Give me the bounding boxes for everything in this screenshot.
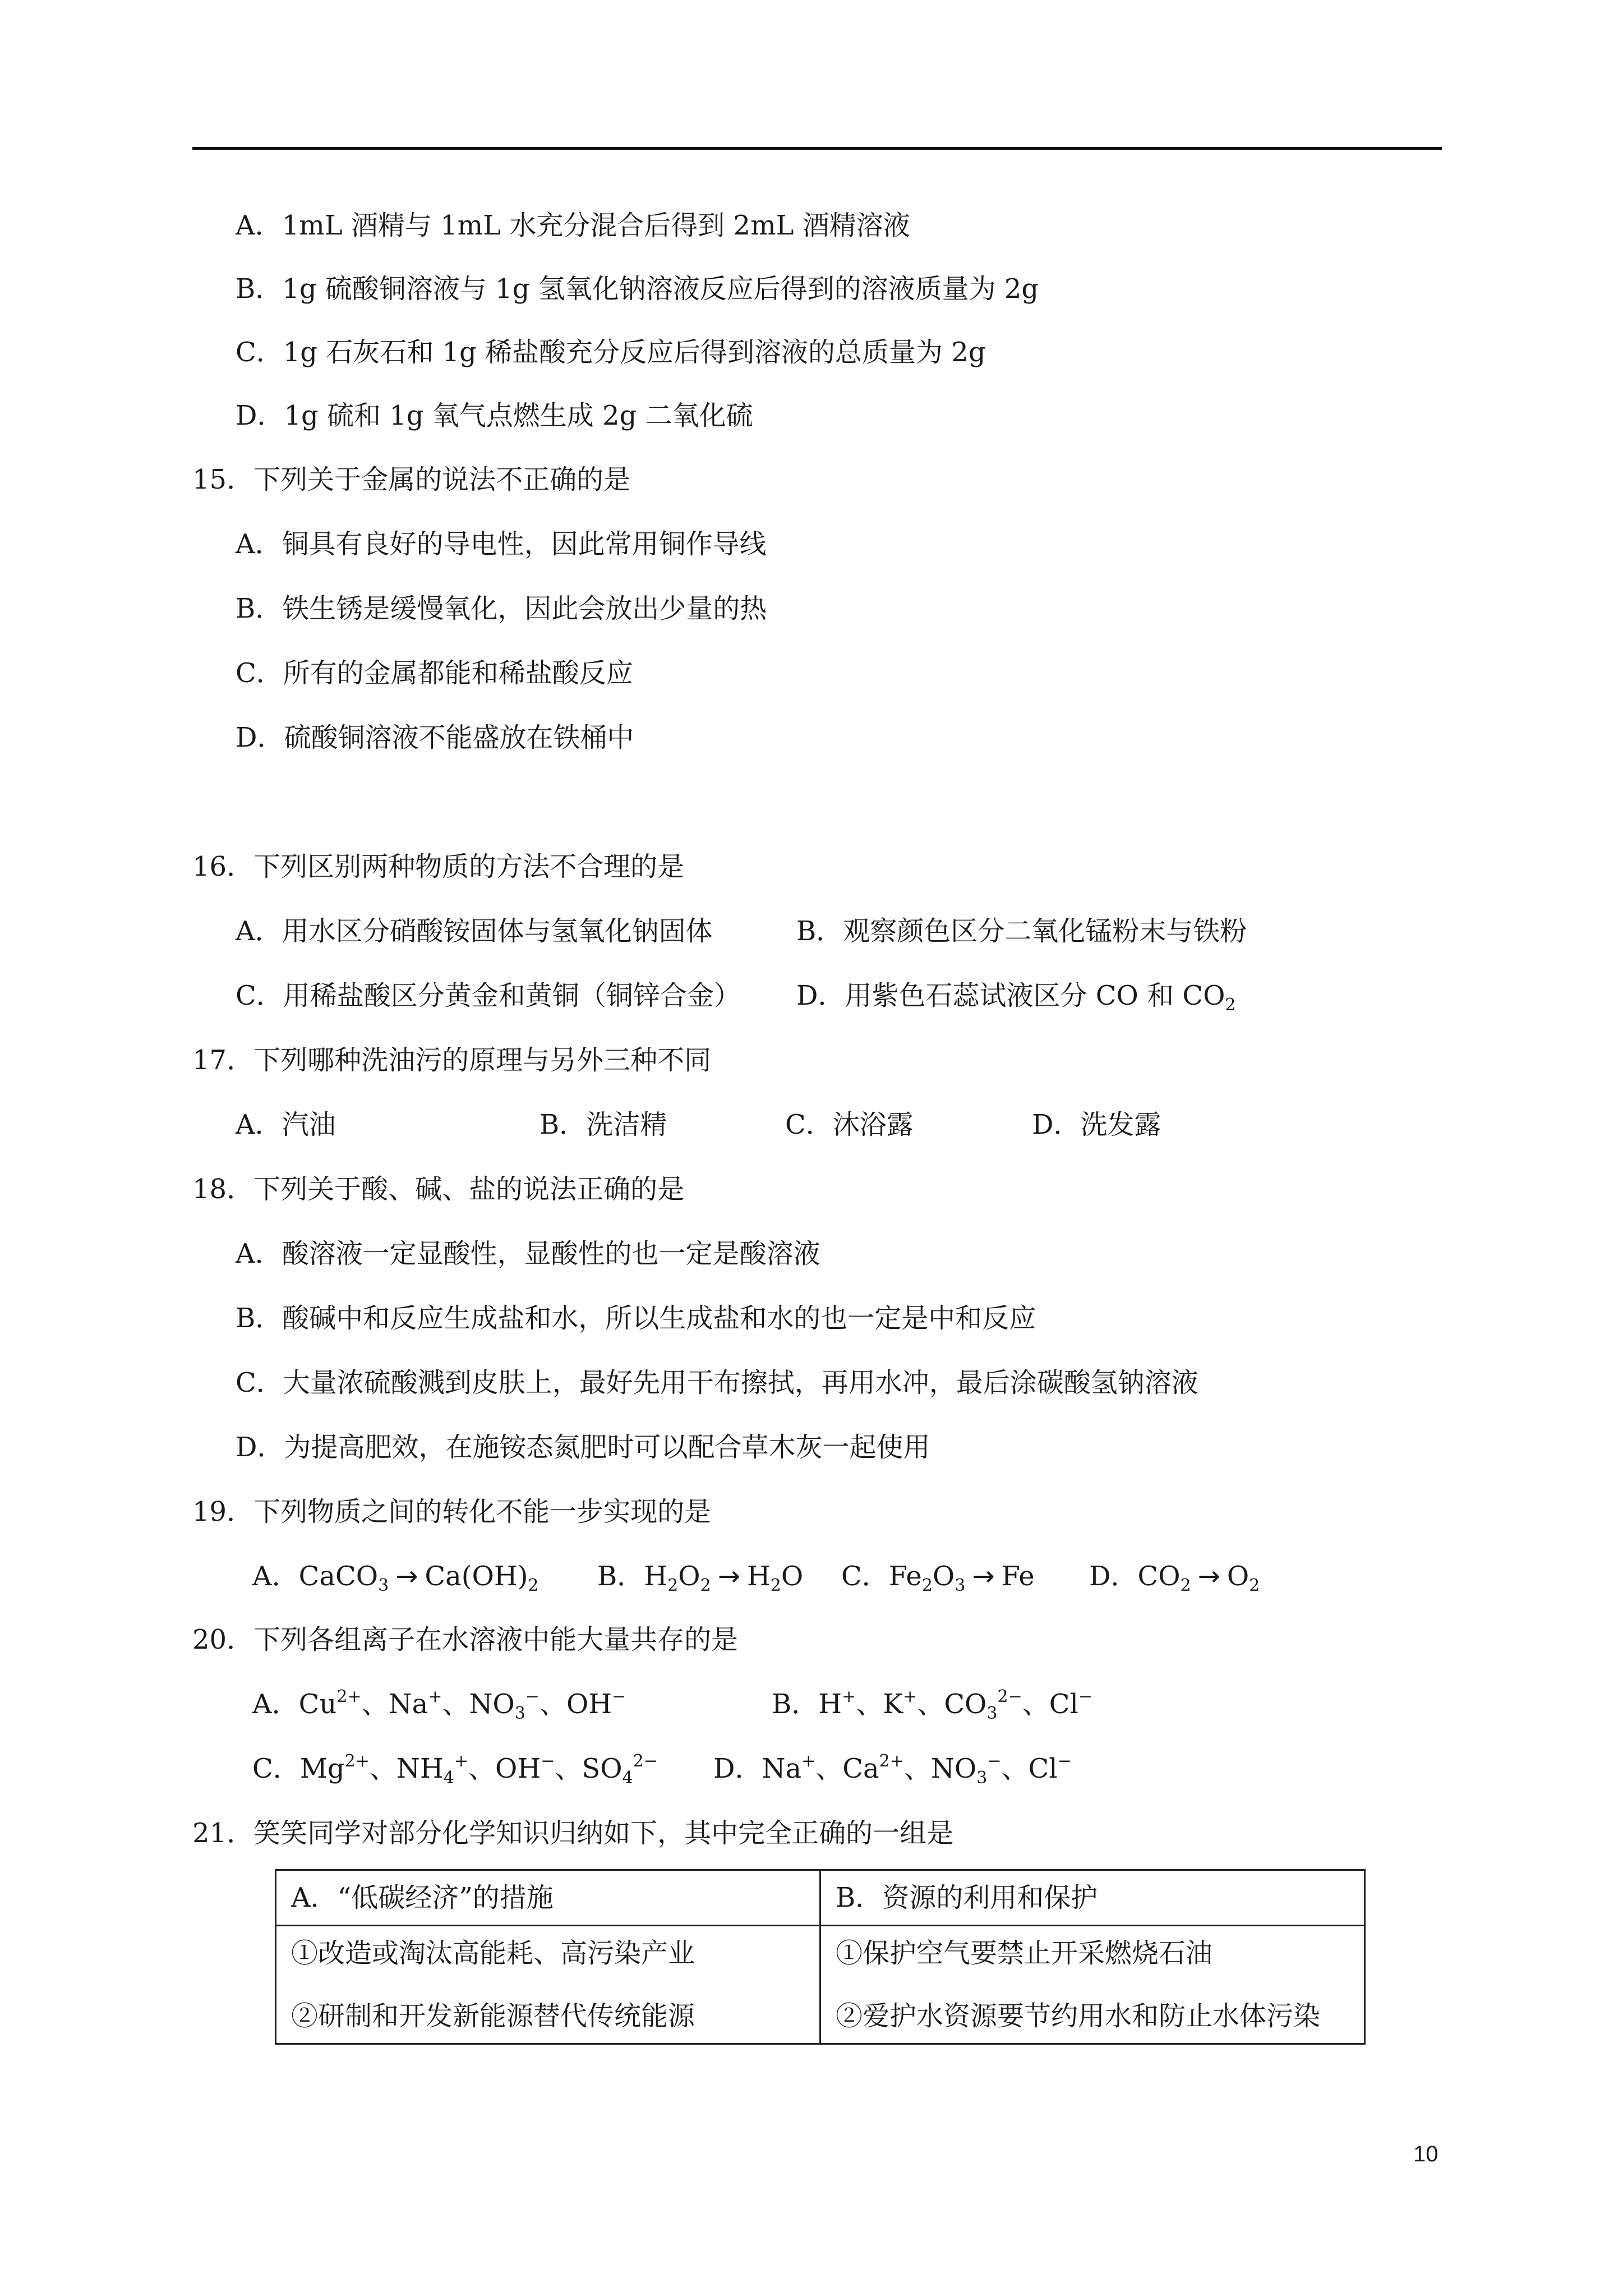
- ion-symbol: CO: [944, 1688, 987, 1720]
- ion-separator: 、: [361, 1688, 389, 1720]
- ion-subscript: 4: [622, 1768, 633, 1788]
- q15-option-b: B．铁生锈是缓慢氧化，因此会放出少量的热: [236, 593, 767, 624]
- q19-b-from-sub2: 2: [700, 1576, 711, 1595]
- ion: [300, 1753, 370, 1784]
- ion-subscript: 3: [986, 1704, 998, 1723]
- q21-table-cell-b: [820, 1926, 1365, 2044]
- q19-d-label: D．: [1089, 1561, 1138, 1592]
- q19-c-from-o: O: [932, 1561, 955, 1592]
- q21-b-header-text: B．资源的利用和保护: [836, 1882, 1098, 1913]
- q19-b-from: H: [644, 1561, 668, 1592]
- q19-c-label: C．: [841, 1561, 889, 1592]
- q21-b-item-1: ①保护空气要禁止开采燃烧石油: [836, 1938, 1213, 1969]
- q19-d-to-sub: 2: [1249, 1576, 1260, 1595]
- arrow-icon: →: [717, 1561, 740, 1592]
- q19-b-from-o: O: [678, 1561, 700, 1592]
- q19-c-from: Fe: [888, 1561, 922, 1592]
- ion-charge: +: [842, 1687, 856, 1706]
- arrow-icon: →: [1197, 1561, 1220, 1592]
- ion: [299, 1688, 362, 1720]
- q20-a-ions: [298, 1687, 626, 1723]
- ion-separator: 、: [856, 1688, 883, 1720]
- ion-symbol: Cl: [1049, 1688, 1078, 1720]
- ion-charge: 2+: [344, 1751, 370, 1771]
- q19-a-from-sub: 3: [378, 1576, 389, 1595]
- q19-option-a: [252, 1559, 539, 1593]
- header-rule: [192, 147, 1442, 150]
- q15-option-a: A．铜具有良好的导电性，因此常用铜作导线: [236, 528, 767, 560]
- ion-separator: 、: [815, 1753, 843, 1784]
- q16-option-d: [796, 979, 1236, 1013]
- q19-c-from-sub2: 3: [955, 1576, 966, 1595]
- q20-d-ions: [762, 1751, 1072, 1788]
- ion: [582, 1751, 658, 1788]
- q20-option-d: [713, 1752, 1072, 1786]
- ion: [944, 1687, 1022, 1723]
- ion-separator: 、: [442, 1688, 469, 1720]
- q17-stem: 17．下列哪种洗油污的原理与另外三种不同: [192, 1045, 712, 1076]
- arrow-icon: →: [395, 1561, 418, 1592]
- q21-table: [275, 1869, 1366, 2045]
- ion-symbol: OH: [566, 1688, 612, 1720]
- q20-option-a: [252, 1687, 626, 1721]
- ion-symbol: NH: [396, 1753, 444, 1784]
- q19-d-from: CO: [1137, 1561, 1181, 1592]
- q16-option-b: B．观察颜色区分二氧化锰粉末与铁粉: [796, 915, 1247, 947]
- q21-table-cell-a: [276, 1926, 820, 2044]
- ion: [389, 1688, 442, 1720]
- q20-a-label: A．: [252, 1688, 299, 1720]
- q19-b-from-sub1: 2: [667, 1576, 679, 1595]
- ion: [396, 1751, 468, 1788]
- ion: [1049, 1688, 1092, 1720]
- table-row: [276, 1926, 1365, 2044]
- q16-option-c: C．用稀盐酸区分黄金和黄铜（铜锌合金）: [236, 980, 741, 1011]
- ion-charge: −: [987, 1751, 1002, 1771]
- q21-table-header-b: [820, 1870, 1365, 1926]
- q16-d-text: D．用紫色石蕊试液区分 CO 和 CO: [796, 980, 1225, 1011]
- ion-subscript: 4: [443, 1768, 454, 1788]
- q20-d-label: D．: [713, 1753, 762, 1784]
- q14-option-d: D．1g 硫和 1g 氧气点燃生成 2g 二氧化硫: [236, 400, 753, 431]
- ion-charge: −: [1078, 1687, 1092, 1706]
- q14-option-b: B．1g 硫酸铜溶液与 1g 氢氧化钠溶液反应后得到的溶液质量为 2g: [236, 273, 1039, 305]
- ion-charge: +: [454, 1751, 468, 1771]
- ion: [883, 1688, 917, 1720]
- ion-charge: 2−: [997, 1687, 1022, 1706]
- ion: [1028, 1753, 1071, 1784]
- q14-option-c: C．1g 石灰石和 1g 稀盐酸充分反应后得到溶液的总质量为 2g: [236, 337, 986, 368]
- q14-option-a: A．1mL 酒精与 1mL 水充分混合后得到 2mL 酒精溶液: [236, 210, 910, 241]
- page-number: 10: [1413, 2142, 1438, 2166]
- q19-d-to: O: [1227, 1561, 1249, 1592]
- ion-separator: 、: [369, 1753, 396, 1784]
- ion-symbol: Ca: [842, 1753, 879, 1784]
- q19-a-to-sub: 2: [528, 1576, 539, 1595]
- q20-option-b: [772, 1687, 1092, 1721]
- q21-a-item-2: ②研制和开发新能源替代传统能源: [291, 2000, 695, 2032]
- q15-stem: 15．下列关于金属的说法不正确的是: [192, 464, 631, 495]
- ion-charge: 2+: [879, 1751, 904, 1771]
- ion-charge: 2+: [336, 1687, 362, 1706]
- ion-symbol: SO: [582, 1753, 623, 1784]
- ion-separator: 、: [917, 1688, 944, 1720]
- ion-subscript: 3: [976, 1768, 988, 1788]
- ion-symbol: Cu: [298, 1688, 337, 1720]
- q19-b-label: B．: [597, 1561, 644, 1592]
- q19-b-to: H: [746, 1561, 771, 1592]
- ion-charge: 2−: [633, 1751, 658, 1771]
- q19-a-from: CaCO: [298, 1561, 379, 1592]
- q15-option-c: C．所有的金属都能和稀盐酸反应: [236, 657, 633, 689]
- ion-symbol: K: [883, 1688, 903, 1720]
- q15-option-d: D．硫酸铜溶液不能盛放在铁桶中: [236, 722, 634, 753]
- ion-symbol: NO: [469, 1688, 515, 1720]
- table-row: [276, 1870, 1365, 1926]
- q19-d-from-sub: 2: [1180, 1576, 1191, 1595]
- ion: [469, 1687, 540, 1723]
- ion: [762, 1753, 816, 1784]
- ion-charge: −: [1057, 1751, 1072, 1771]
- q19-b-to-o: O: [781, 1561, 804, 1592]
- q19-stem: 19．下列物质之间的转化不能一步实现的是: [192, 1496, 712, 1527]
- q17-option-d: D．洗发露: [1032, 1109, 1161, 1140]
- ion-charge: −: [541, 1751, 555, 1771]
- ion: [566, 1688, 626, 1720]
- q19-a-label: A．: [252, 1561, 299, 1592]
- ion-separator: 、: [539, 1688, 566, 1720]
- q17-option-a: A．汽油: [236, 1109, 336, 1140]
- q18-option-a: A．酸溶液一定显酸性，显酸性的也一定是酸溶液: [236, 1238, 820, 1269]
- q20-stem: 20．下列各组离子在水溶液中能大量共存的是: [192, 1624, 739, 1655]
- q20-b-label: B．: [772, 1688, 819, 1720]
- ion-symbol: Mg: [299, 1753, 345, 1784]
- q18-stem: 18．下列关于酸、碱、盐的说法正确的是: [192, 1174, 685, 1205]
- ion-symbol: OH: [495, 1753, 541, 1784]
- q18-option-c: C．大量浓硫酸溅到皮肤上，最好先用干布擦拭，再用水冲，最后涂碳酸氢钠溶液: [236, 1367, 1198, 1398]
- ion-separator: 、: [1001, 1753, 1029, 1784]
- q17-option-c: C．沐浴露: [785, 1109, 914, 1140]
- q19-c-from-sub1: 2: [921, 1576, 933, 1595]
- ion-separator: 、: [903, 1753, 931, 1784]
- arrow-icon: →: [972, 1561, 995, 1592]
- ion-symbol: H: [818, 1688, 842, 1720]
- q19-option-c: [841, 1559, 1035, 1593]
- ion-charge: +: [801, 1751, 816, 1771]
- q19-option-b: [597, 1559, 803, 1593]
- q21-stem: 21．笑笑同学对部分化学知识归纳如下，其中完全正确的一组是: [192, 1818, 954, 1849]
- ion-charge: +: [903, 1687, 917, 1706]
- ion-symbol: Cl: [1028, 1753, 1058, 1784]
- q18-option-b: B．酸碱中和反应生成盐和水，所以生成盐和水的也一定是中和反应: [236, 1303, 1036, 1334]
- ion-separator: 、: [468, 1753, 495, 1784]
- ion-subscript: 3: [514, 1704, 525, 1723]
- q19-option-d: [1089, 1559, 1260, 1593]
- q21-b-item-2: ②爱护水资源要节约用水和防止水体污染: [836, 2000, 1321, 2032]
- q21-a-header-text: A．“低碳经济”的措施: [291, 1882, 554, 1913]
- q21-a-item-1: ①改造或淘汰高能耗、高污染产业: [291, 1938, 695, 1969]
- q20-c-ions: [299, 1751, 658, 1788]
- ion-charge: −: [525, 1687, 540, 1706]
- ion: [842, 1753, 904, 1784]
- q16-stem: 16．下列区别两种物质的方法不合理的是: [192, 851, 685, 882]
- ion-symbol: NO: [930, 1753, 977, 1784]
- ion-separator: 、: [1022, 1688, 1049, 1720]
- ion-symbol: Na: [388, 1688, 428, 1720]
- q20-c-label: C．: [252, 1753, 300, 1784]
- ion-separator: 、: [555, 1753, 582, 1784]
- q16-option-a: A．用水区分硝酸铵固体与氢氧化钠固体: [236, 915, 713, 947]
- ion-symbol: Na: [762, 1753, 802, 1784]
- ion: [930, 1751, 1002, 1788]
- q20-b-ions: [818, 1687, 1092, 1723]
- ion: [495, 1753, 555, 1784]
- ion-charge: −: [612, 1687, 626, 1706]
- q21-table-header-a: [276, 1870, 820, 1926]
- ion: [818, 1688, 856, 1720]
- q18-option-d: D．为提高肥效，在施铵态氮肥时可以配合草木灰一起使用: [236, 1432, 930, 1463]
- ion-charge: +: [428, 1687, 442, 1706]
- q19-a-to: Ca(OH): [425, 1561, 528, 1592]
- q16-d-subscript: 2: [1225, 995, 1236, 1015]
- q19-c-to: Fe: [1001, 1561, 1035, 1592]
- q17-option-b: B．洗洁精: [540, 1109, 667, 1140]
- q19-b-to-sub: 2: [770, 1576, 781, 1595]
- q20-option-c: [252, 1752, 658, 1786]
